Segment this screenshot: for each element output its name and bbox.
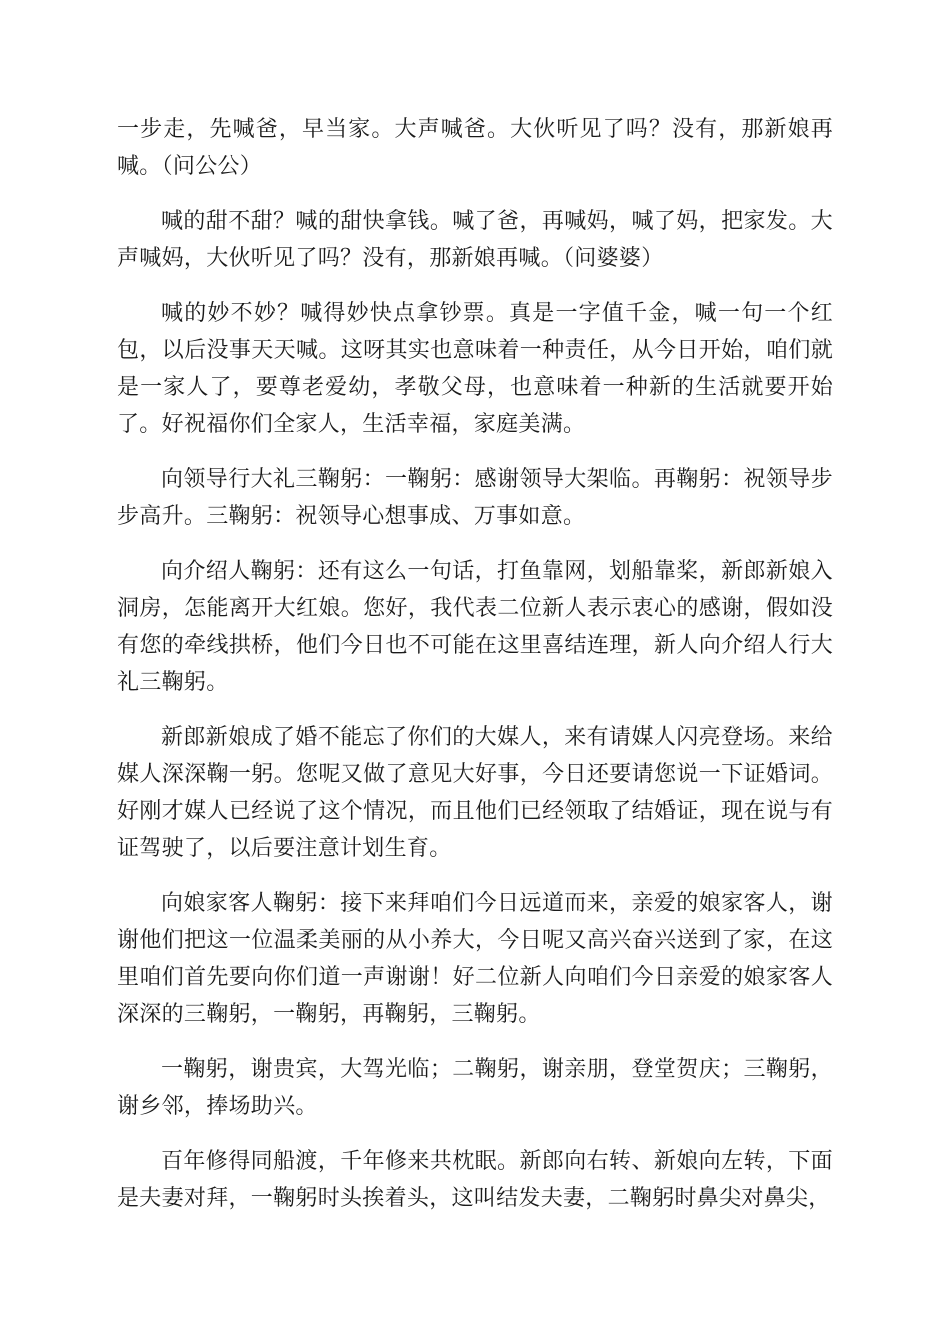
paragraph-7: 向娘家客人鞠躬：接下来拜咱们今日远道而来，亲爱的娘家客人，谢谢他们把这一位温柔美丽的从小养大，今日呢又高兴奋兴送到了家，在这里咱们首先要向你们道一声谢谢！好二位新人向咱们今日亲爱的娘家客人深深的三鞠躬，一鞠躬，再鞠躬，三鞠躬。 [117, 891, 833, 1027]
paragraph-3: 喊的妙不妙？喊得妙快点拿钞票。真是一字值千金，喊一句一个红包，以后没事天天喊。这呀其实也意味着一种责任，从今日开始，咱们就是一家人了，要尊老爱幼，孝敬父母，也意味着一种新的生活就要开始了。好祝福你们全家人，生活幸福，家庭美满。 [117, 301, 833, 437]
paragraph-5: 向介绍人鞠躬：还有这么一句话，打鱼靠网，划船靠桨，新郎新娘入洞房，怎能离开大红娘。您好，我代表二位新人表示衷心的感谢，假如没有您的牵线拱桥，他们今日也不可能在这里喜结连理，新人向介绍人行大礼三鞠躬。 [117, 559, 833, 695]
paragraph-1: 一步走，先喊爸，早当家。大声喊爸。大伙听见了吗？没有，那新娘再喊。（问公公） [117, 117, 833, 179]
paragraph-6: 新郎新娘成了婚不能忘了你们的大媒人，来有请媒人闪亮登场。来给媒人深深鞠一躬。您呢又做了意见大好事，今日还要请您说一下证婚词。好刚才媒人已经说了这个情况，而且他们已经领取了结婚证，现在说与有证驾驶了，以后要注意计划生育。 [117, 725, 833, 861]
paragraph-2: 喊的甜不甜？喊的甜快拿钱。喊了爸，再喊妈，喊了妈，把家发。大声喊妈，大伙听见了吗？没有，那新娘再喊。（问婆婆） [117, 209, 833, 271]
paragraph-9: 百年修得同船渡，千年修来共枕眠。新郎向右转、新娘向左转，下面是夫妻对拜，一鞠躬时头挨着头，这叫结发夫妻，二鞠躬时鼻尖对鼻尖， [117, 1149, 833, 1211]
paragraph-8: 一鞠躬，谢贵宾，大驾光临；二鞠躬，谢亲朋，登堂贺庆；三鞠躬，谢乡邻，捧场助兴。 [117, 1057, 833, 1119]
document-body [117, 111, 833, 1235]
paragraph-4: 向领导行大礼三鞠躬：一鞠躬：感谢领导大架临。再鞠躬：祝领导步步高升。三鞠躬：祝领导心想事成、万事如意。 [117, 467, 833, 529]
